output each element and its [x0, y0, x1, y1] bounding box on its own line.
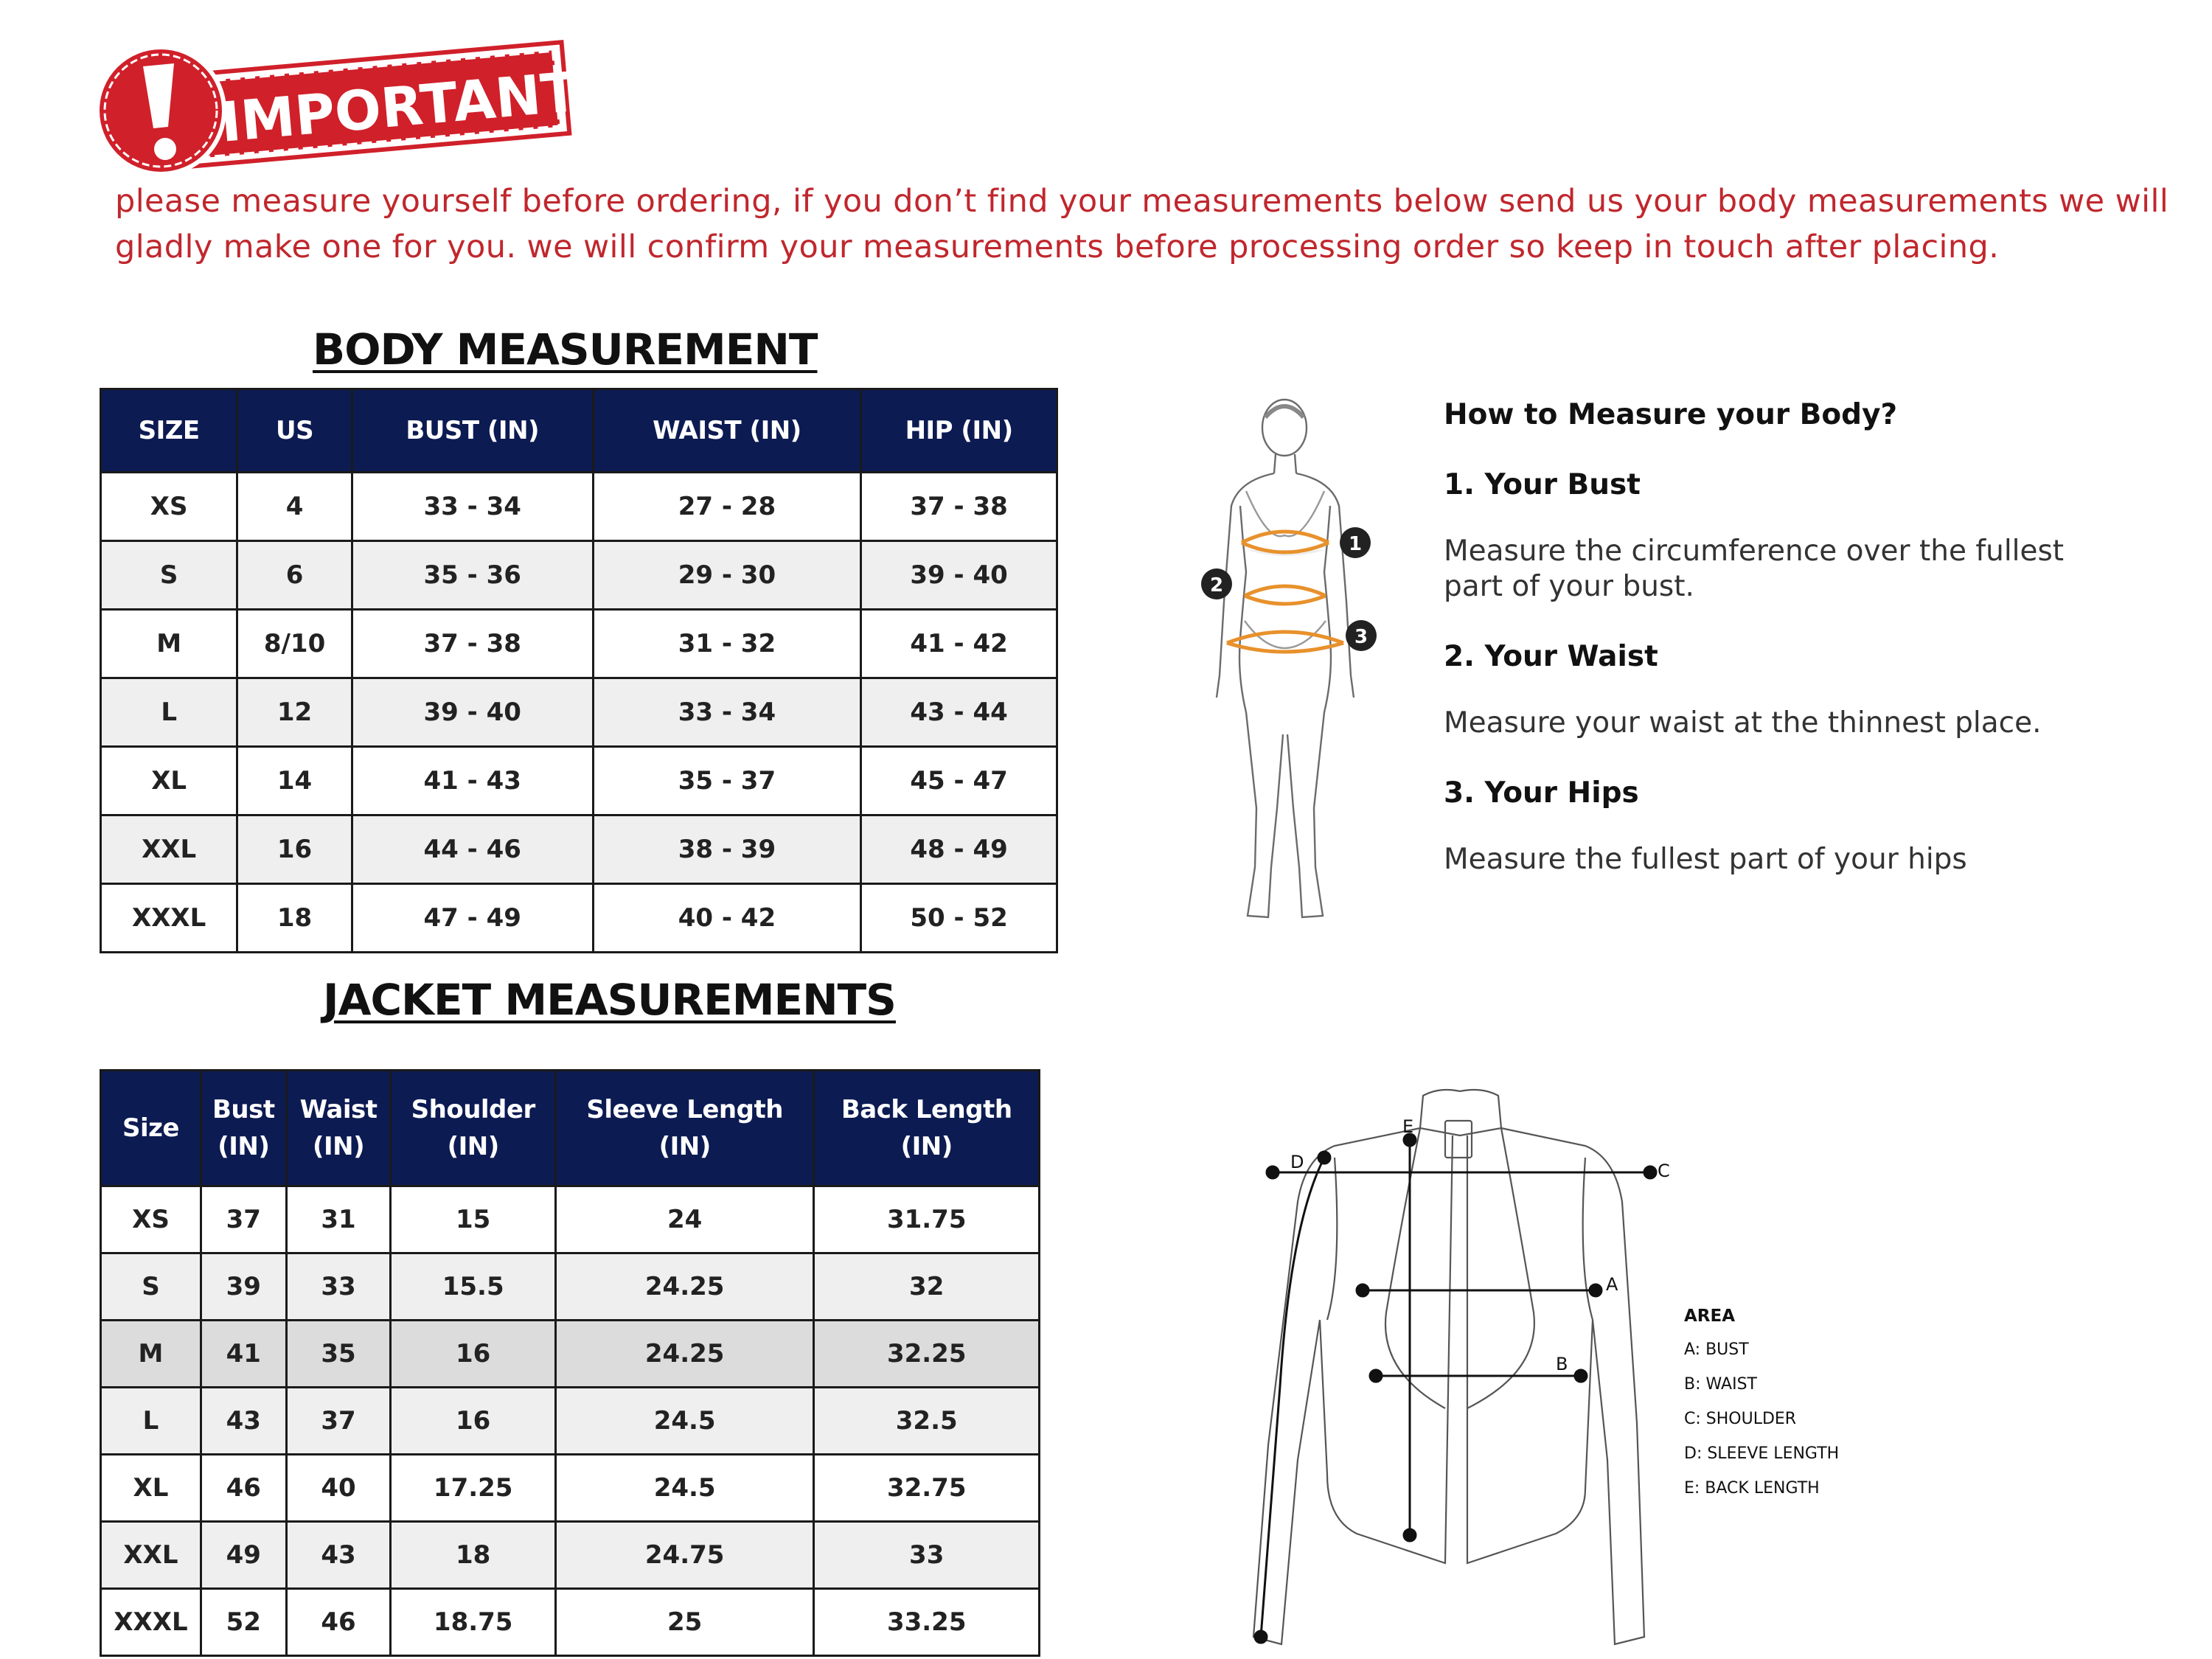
table-cell: XS: [101, 1186, 201, 1253]
column-header-text: (IN): [447, 1132, 499, 1161]
table-cell: 24.75: [555, 1522, 814, 1589]
table-cell: 33: [814, 1522, 1040, 1589]
table-cell: 49: [201, 1522, 286, 1589]
table-cell: 24: [555, 1186, 814, 1253]
column-header-text: (IN): [900, 1132, 953, 1161]
table-cell: 16: [237, 815, 352, 884]
table-cell: 52: [201, 1589, 286, 1656]
step-hips-heading: 3. Your Hips: [1444, 776, 1639, 810]
table-cell: 35 - 37: [593, 747, 861, 815]
table-cell: XXL: [101, 1522, 201, 1589]
column-header-text: (IN): [658, 1132, 711, 1161]
table-cell: 32.75: [814, 1455, 1040, 1522]
area-legend-item: B: WAIST: [1684, 1375, 1757, 1394]
table-cell: 27 - 28: [593, 473, 861, 541]
waist-measure-line: [1245, 586, 1326, 604]
column-header-text: Waist: [299, 1095, 378, 1124]
table-cell: 50 - 52: [861, 884, 1057, 953]
table-cell: 31 - 32: [593, 610, 861, 678]
point-d-label: D: [1290, 1152, 1304, 1172]
table-cell: XXL: [101, 815, 237, 884]
table-cell: S: [101, 1253, 201, 1321]
table-cell: 48 - 49: [861, 815, 1057, 884]
table-cell: 41: [201, 1321, 286, 1388]
table-cell: 44 - 46: [352, 815, 593, 884]
table-cell: 16: [391, 1321, 555, 1388]
column-header: [286, 1071, 391, 1186]
step-bust-text: Measure the circumference over the fullest part of your bust.: [1444, 535, 2065, 603]
table-cell: 12: [237, 678, 352, 747]
order-notice: please measure yourself before ordering, if you don’t find your measurements below send us your body measurements we will gladly make one for you. we will confirm your measurements before processing order so keep in touch after placing.: [115, 183, 2169, 265]
table-cell: 15.5: [391, 1253, 555, 1321]
column-header: [201, 1071, 286, 1186]
step-waist-heading: 2. Your Waist: [1444, 640, 1658, 673]
column-header-text: US: [276, 416, 314, 445]
table-cell: 8/10: [237, 610, 352, 678]
table-cell: 24.25: [555, 1321, 814, 1388]
table-cell: 31.75: [814, 1186, 1040, 1253]
column-header: [593, 389, 861, 473]
table-cell: 15: [391, 1186, 555, 1253]
table-cell: 32: [814, 1253, 1040, 1321]
svg-text:1: 1: [1348, 533, 1363, 555]
column-header: [391, 1071, 555, 1186]
table-cell: 37: [201, 1186, 286, 1253]
table-cell: 24.5: [555, 1455, 814, 1522]
column-header: [101, 1071, 201, 1186]
step-hips-text: Measure the fullest part of your hips: [1444, 843, 1967, 876]
table-cell: XXXL: [101, 884, 237, 953]
table-cell: 32.25: [814, 1321, 1040, 1388]
svg-text:3: 3: [1354, 626, 1368, 648]
table-cell: 18: [237, 884, 352, 953]
table-cell: 14: [237, 747, 352, 815]
table-cell: 33: [286, 1253, 391, 1321]
marker-3: [1346, 620, 1377, 651]
table-cell: 39: [201, 1253, 286, 1321]
bust-measure-line: [1357, 1284, 1601, 1296]
table-cell: 24.25: [555, 1253, 814, 1321]
table-row: [101, 610, 1057, 678]
how-to-measure-panel: [1444, 398, 2107, 913]
table-cell: S: [101, 541, 237, 610]
table-cell: 47 - 49: [352, 884, 593, 953]
table-cell: 45 - 47: [861, 747, 1057, 815]
table-cell: 39 - 40: [861, 541, 1057, 610]
point-e-label: E: [1402, 1116, 1414, 1137]
table-row: [101, 815, 1057, 884]
column-header: [861, 389, 1057, 473]
table-cell: L: [101, 1388, 201, 1455]
column-header-text: (IN): [312, 1132, 365, 1161]
column-header: [555, 1071, 814, 1186]
waist-measure-line: [1370, 1370, 1587, 1382]
step-waist-text: Measure your waist at the thinnest place.: [1444, 706, 2042, 740]
table-cell: 35 - 36: [352, 541, 593, 610]
table-cell: 16: [391, 1388, 555, 1455]
table-row: [101, 747, 1057, 815]
table-row: [101, 1455, 1040, 1522]
area-legend-item: C: SHOULDER: [1684, 1410, 1797, 1428]
jacket-measurements-title: JACKET MEASUREMENTS: [323, 975, 896, 1025]
column-header: [101, 389, 237, 473]
table-row: [101, 884, 1057, 953]
table-row: [101, 473, 1057, 541]
body-measurement-table: [100, 388, 1058, 953]
column-header: [814, 1071, 1040, 1186]
column-header-text: Size: [122, 1113, 179, 1143]
table-cell: 33 - 34: [593, 678, 861, 747]
table-row: [101, 1388, 1040, 1455]
table-cell: 40: [286, 1455, 391, 1522]
table-cell: 32.5: [814, 1388, 1040, 1455]
important-banner: [94, 37, 581, 177]
table-cell: 43 - 44: [861, 678, 1057, 747]
point-a-label: A: [1606, 1274, 1618, 1295]
point-c-label: C: [1658, 1161, 1670, 1181]
area-legend: [1684, 1307, 1839, 1514]
table-cell: 6: [237, 541, 352, 610]
table-row: [101, 1186, 1040, 1253]
table-cell: L: [101, 678, 237, 747]
table-cell: 4: [237, 473, 352, 541]
table-cell: 31: [286, 1186, 391, 1253]
table-cell: 46: [286, 1589, 391, 1656]
table-cell: 18.75: [391, 1589, 555, 1656]
column-header-text: BUST (IN): [406, 416, 540, 445]
area-legend-item: E: BACK LENGTH: [1684, 1479, 1820, 1498]
table-row: [101, 1253, 1040, 1321]
column-header-text: Back Length: [841, 1095, 1012, 1124]
table-cell: 38 - 39: [593, 815, 861, 884]
point-b-label: B: [1556, 1354, 1568, 1374]
table-cell: M: [101, 1321, 201, 1388]
table-cell: 25: [555, 1589, 814, 1656]
column-header-text: Sleeve Length: [586, 1095, 783, 1124]
column-header: [352, 389, 593, 473]
area-legend-item: A: BUST: [1684, 1340, 1749, 1359]
column-header: [237, 389, 352, 473]
marker-1: [1340, 527, 1371, 558]
table-cell: XL: [101, 1455, 201, 1522]
table-row: [101, 1589, 1040, 1656]
column-header-text: (IN): [218, 1132, 270, 1161]
important-label: IMPORTANT: [218, 60, 581, 155]
column-header-text: Shoulder: [411, 1095, 535, 1124]
svg-text:2: 2: [1209, 574, 1224, 597]
table-cell: 37: [286, 1388, 391, 1455]
jacket-figure-illustration: [1246, 1077, 1670, 1652]
area-legend-item: D: SLEEVE LENGTH: [1684, 1444, 1840, 1463]
table-cell: 40 - 42: [593, 884, 861, 953]
marker-2: [1201, 568, 1232, 599]
table-cell: 18: [391, 1522, 555, 1589]
table-cell: XXXL: [101, 1589, 201, 1656]
back-length-measure-line: [1404, 1134, 1416, 1541]
table-row: [101, 1522, 1040, 1589]
how-to-measure-title: How to Measure your Body?: [1444, 398, 1898, 431]
shoulder-measure-line: [1267, 1166, 1656, 1178]
jacket-measurements-table: [100, 1069, 1040, 1657]
table-row: [101, 1321, 1040, 1388]
sleeve-length-measure-line: [1255, 1152, 1330, 1643]
table-cell: 43: [286, 1522, 391, 1589]
table-cell: 35: [286, 1321, 391, 1388]
body-measurement-title: BODY MEASUREMENT: [313, 324, 818, 375]
table-cell: 39 - 40: [352, 678, 593, 747]
step-bust-heading: 1. Your Bust: [1444, 468, 1641, 501]
table-row: [101, 541, 1057, 610]
table-cell: 41 - 43: [352, 747, 593, 815]
area-legend-title: AREA: [1684, 1307, 1736, 1326]
table-cell: M: [101, 610, 237, 678]
column-header-text: WAIST (IN): [653, 416, 801, 445]
column-header-text: HIP (IN): [905, 416, 1013, 445]
table-cell: 29 - 30: [593, 541, 861, 610]
table-cell: 24.5: [555, 1388, 814, 1455]
table-cell: 33 - 34: [352, 473, 593, 541]
table-cell: XL: [101, 747, 237, 815]
table-cell: 37 - 38: [352, 610, 593, 678]
body-figure-illustration: [1194, 395, 1386, 933]
table-cell: XS: [101, 473, 237, 541]
table-cell: 17.25: [391, 1455, 555, 1522]
table-cell: 33.25: [814, 1589, 1040, 1656]
table-cell: 37 - 38: [861, 473, 1057, 541]
column-header-text: SIZE: [138, 416, 200, 445]
table-cell: 41 - 42: [861, 610, 1057, 678]
table-cell: 46: [201, 1455, 286, 1522]
table-row: [101, 678, 1057, 747]
table-cell: 43: [201, 1388, 286, 1455]
column-header-text: Bust: [212, 1095, 275, 1124]
